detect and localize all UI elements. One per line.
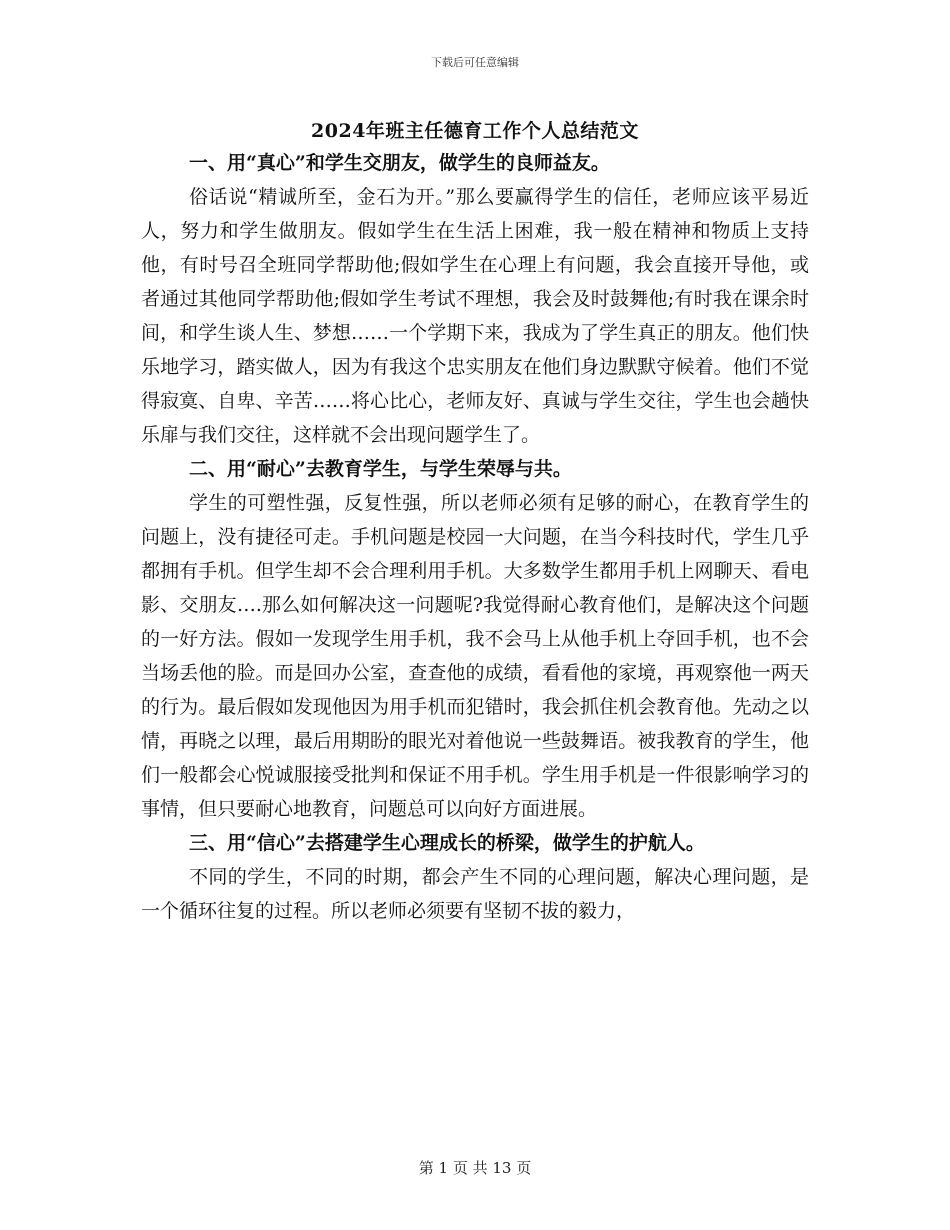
- page-number-footer: 第 1 页 共 13 页: [418, 1159, 532, 1177]
- document-title: 2024年班主任德育工作个人总结范文: [311, 120, 639, 142]
- section-3-heading: 三、用“信心”去搭建学生心理成长的桥梁，做学生的护航人。: [189, 832, 705, 854]
- section-2-heading: 二、用“耐心”去教育学生，与学生荣辱与共。: [189, 458, 572, 480]
- page-header-note: 下载后可任意编辑: [431, 56, 519, 69]
- section-3-paragraph: 不同的学生，不同的时期，都会产生不同的心理问题，解决心理问题，是一个循环往复的过程。所以老师必须要有坚韧不拔的毅力，: [141, 866, 809, 922]
- section-2-paragraph: 学生的可塑性强，反复性强，所以老师必须有足够的耐心，在教育学生的问题上，没有捷径可走。手机问题是校园一大问题，在当今科技时代，学生几乎都拥有手机。但学生却不会合理利用手机。大多数学生都用手机上网聊天、看电影、交朋友….那么如何解决这一问题呢?我觉得耐心教育他们，是解决这个问题的一好方法。假如一发现学生用手机，我不会马上从他手机上夺回手机，也不会当场丢他的脸。而是回办公室，查查他的成绩，看看他的家境，再观察他一两天的行为。最后假如发现他因为用手机而犯错时，我会抓住机会教育他。先动之以情，再晓之以理，最后用期盼的眼光对着他说一些鼓舞语。被我教育的学生，他们一般都会心悦诚服接受批判和保证不用手机。学生用手机是一件很影响学习的事情，但只要耐心地教育，问题总可以向好方面进展。: [141, 492, 809, 820]
- section-1-heading: 一、用“真心”和学生交朋友，做学生的良师益友。: [189, 152, 610, 174]
- section-1-paragraph: 俗话说“精诚所至，金石为开。”那么要赢得学生的信任，老师应该平易近人，努力和学生做朋友。假如学生在生活上困难，我一般在精神和物质上支持他，有时号召全班同学帮助他;假如学生在心理上有问题，我会直接开导他，或者通过其他同学帮助他;假如学生考试不理想，我会及时鼓舞他;有时我在课余时间，和学生谈人生、梦想……一个学期下来，我成为了学生真正的朋友。他们快乐地学习，踏实做人，因为有我这个忠实朋友在他们身边默默守候着。他们不觉得寂寞、自卑、辛苦……将心比心，老师友好、真诚与学生交往，学生也会趟快乐扉与我们交往，这样就不会出现问题学生了。: [141, 186, 809, 446]
- document-body: [141, 146, 809, 928]
